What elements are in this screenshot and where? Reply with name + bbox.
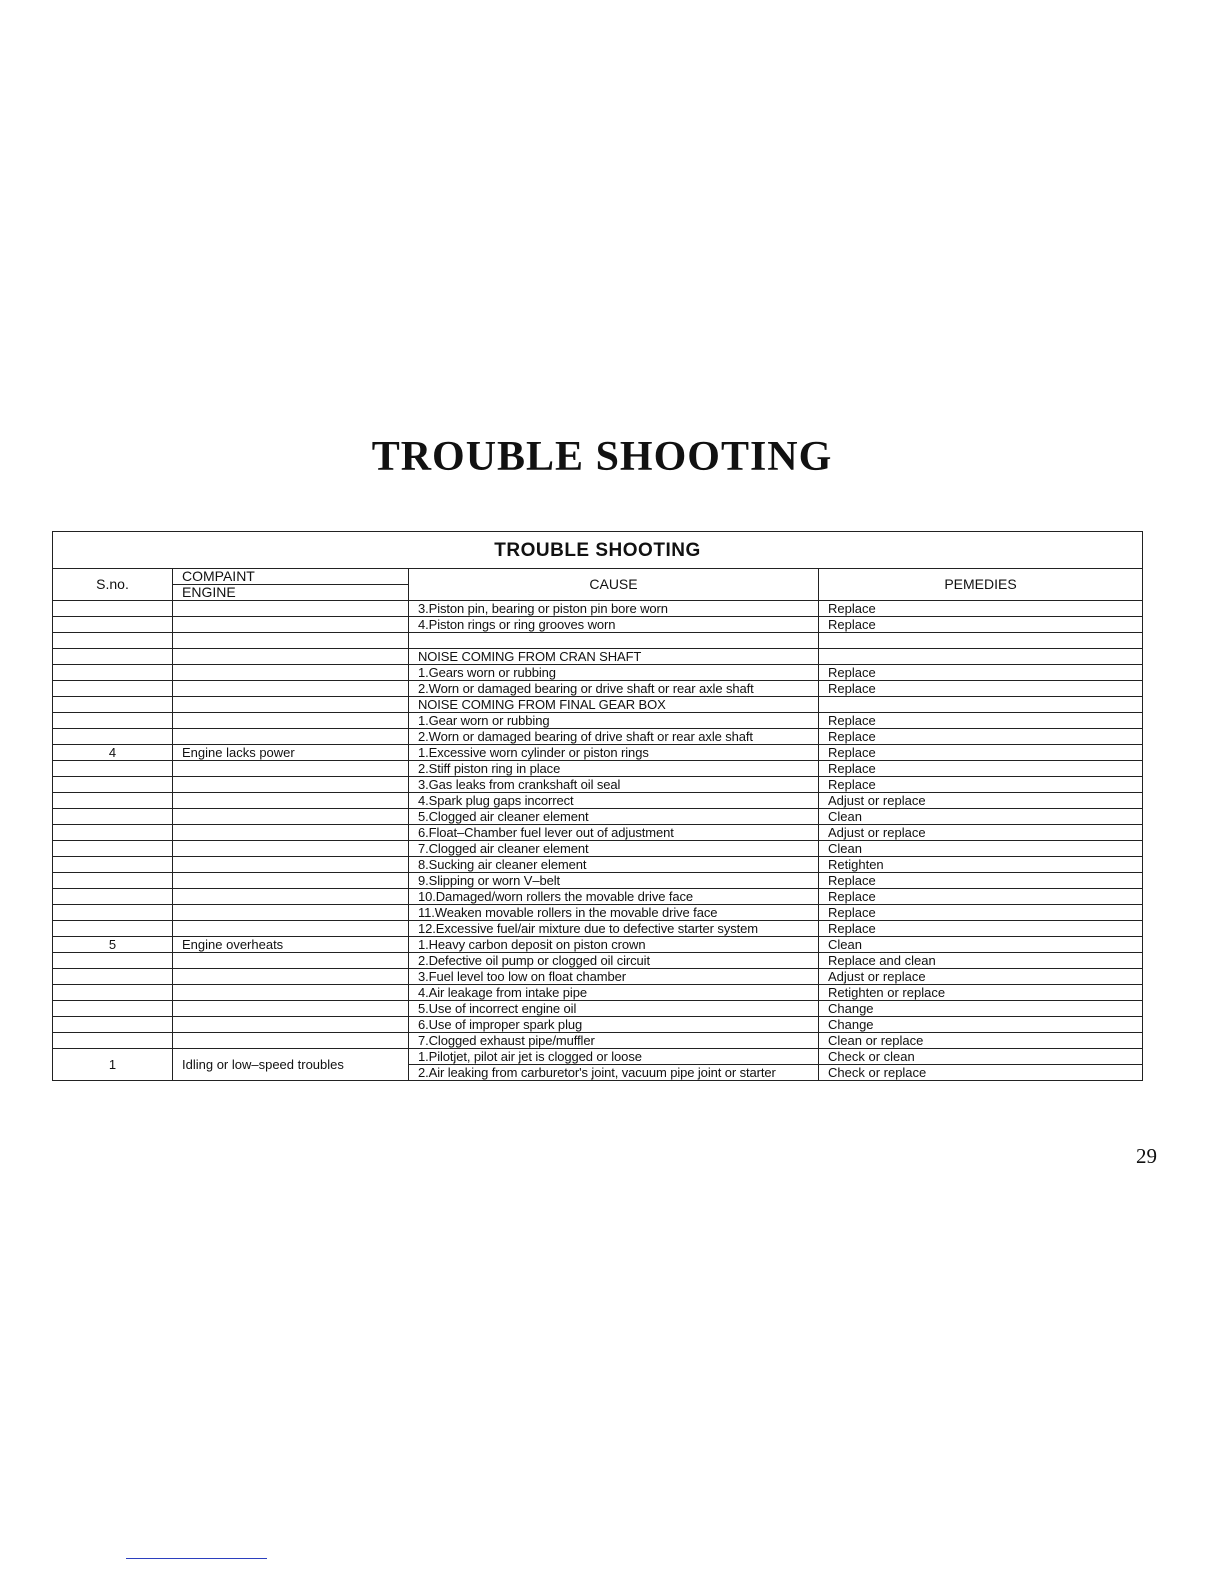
remedy-cell: Replace [819, 889, 1143, 905]
table-row [53, 681, 1143, 697]
cause-cell: 1.Excessive worn cylinder or piston rings [409, 745, 819, 761]
remedy-cell: Change [819, 1001, 1143, 1017]
table-row [53, 969, 1143, 985]
cause-header: CAUSE [409, 569, 819, 601]
cause-cell: 2.Stiff piston ring in place [409, 761, 819, 777]
table-row [53, 937, 1143, 953]
remedy-cell: Replace [819, 905, 1143, 921]
table-row [53, 761, 1143, 777]
sno-cell [53, 633, 173, 649]
complaint-cell [173, 841, 409, 857]
table-row [53, 697, 1143, 713]
cause-cell: NOISE COMING FROM CRAN SHAFT [409, 649, 819, 665]
sno-cell [53, 649, 173, 665]
remedies-header: PEMEDIES [819, 569, 1143, 601]
page-number: 29 [1136, 1144, 1157, 1168]
sno-cell [53, 1001, 173, 1017]
complaint-cell [173, 681, 409, 697]
table-row [53, 665, 1143, 681]
complaint-cell [173, 953, 409, 969]
table-row [53, 1033, 1143, 1049]
sno-cell [53, 777, 173, 793]
remedy-cell: Clean [819, 841, 1143, 857]
table-row [53, 617, 1143, 633]
remedy-cell: Adjust or replace [819, 969, 1143, 985]
complaint-cell: Engine overheats [173, 937, 409, 953]
cause-cell: 12.Excessive fuel/air mixture due to defective starter system [409, 921, 819, 937]
remedy-cell: Replace [819, 681, 1143, 697]
complaint-cell [173, 857, 409, 873]
cause-cell: 2.Worn or damaged bearing or drive shaft or rear axle shaft [409, 681, 819, 697]
sno-cell [53, 601, 173, 617]
remedy-cell: Retighten [819, 857, 1143, 873]
remedy-cell: Replace [819, 665, 1143, 681]
table-row [53, 649, 1143, 665]
remedy-cell: Adjust or replace [819, 793, 1143, 809]
table-row [53, 745, 1143, 761]
cause-cell: 5.Clogged air cleaner element [409, 809, 819, 825]
table-row [53, 601, 1143, 617]
complaint-cell [173, 905, 409, 921]
table-row [53, 873, 1143, 889]
sno-cell [53, 729, 173, 745]
cause-cell: 1.Gear worn or rubbing [409, 713, 819, 729]
remedy-cell: Replace [819, 777, 1143, 793]
complaint-cell [173, 969, 409, 985]
trouble-shooting-table [52, 531, 1143, 1081]
sno-cell [53, 905, 173, 921]
sno-header: S.no. [53, 569, 173, 601]
remedy-cell [819, 697, 1143, 713]
complaint-cell [173, 697, 409, 713]
page-title: TROUBLE SHOOTING [371, 434, 833, 480]
cause-cell: 2.Worn or damaged bearing of drive shaft or rear axle shaft [409, 729, 819, 745]
remedy-cell: Replace [819, 617, 1143, 633]
table-row [53, 905, 1143, 921]
complaint-cell [173, 633, 409, 649]
remedy-cell: Retighten or replace [819, 985, 1143, 1001]
cause-cell: 3.Piston pin, bearing or piston pin bore worn [409, 601, 819, 617]
sno-cell [53, 953, 173, 969]
cause-cell: 5.Use of incorrect engine oil [409, 1001, 819, 1017]
sno-cell [53, 665, 173, 681]
cause-cell: 8.Sucking air cleaner element [409, 857, 819, 873]
complaint-cell [173, 985, 409, 1001]
table-row [53, 793, 1143, 809]
sno-cell [53, 697, 173, 713]
cause-cell: 10.Damaged/worn rollers the movable drive face [409, 889, 819, 905]
table-row [53, 889, 1143, 905]
table-row [53, 1001, 1143, 1017]
remedy-cell: Clean or replace [819, 1033, 1143, 1049]
complaint-cell [173, 601, 409, 617]
complaint-cell [173, 921, 409, 937]
cause-cell: 4.Piston rings or ring grooves worn [409, 617, 819, 633]
remedy-cell: Clean [819, 937, 1143, 953]
remedy-cell: Adjust or replace [819, 825, 1143, 841]
sno-cell [53, 873, 173, 889]
remedy-cell [819, 649, 1143, 665]
table-row [53, 1017, 1143, 1033]
complaint-cell [173, 729, 409, 745]
cause-cell: 4.Air leakage from intake pipe [409, 985, 819, 1001]
remedy-cell: Replace [819, 921, 1143, 937]
table-row [53, 841, 1143, 857]
cause-cell: 1.Gears worn or rubbing [409, 665, 819, 681]
complaint-cell: Engine lacks power [173, 745, 409, 761]
complaint-cell [173, 1001, 409, 1017]
sno-cell [53, 969, 173, 985]
table-row [53, 985, 1143, 1001]
complaint-header: COMPAINT [173, 569, 409, 585]
complaint-cell [173, 873, 409, 889]
cause-cell: 1.Heavy carbon deposit on piston crown [409, 937, 819, 953]
sno-cell [53, 857, 173, 873]
complaint-cell [173, 649, 409, 665]
sno-cell [53, 761, 173, 777]
complaint-cell [173, 889, 409, 905]
complaint-cell [173, 665, 409, 681]
complaint-cell [173, 809, 409, 825]
sno-cell [53, 793, 173, 809]
sno-cell: 1 [53, 1049, 173, 1081]
remedy-cell: Replace [819, 873, 1143, 889]
cause-cell: 11.Weaken movable rollers in the movable drive face [409, 905, 819, 921]
table-row [53, 1049, 1143, 1065]
sno-cell: 5 [53, 937, 173, 953]
table-banner: TROUBLE SHOOTING [53, 532, 1143, 569]
sno-cell [53, 889, 173, 905]
sno-cell [53, 985, 173, 1001]
cause-cell: 3.Gas leaks from crankshaft oil seal [409, 777, 819, 793]
sno-cell [53, 809, 173, 825]
sno-cell [53, 617, 173, 633]
cause-cell: NOISE COMING FROM FINAL GEAR BOX [409, 697, 819, 713]
cause-cell: 1.Pilotjet, pilot air jet is clogged or loose [409, 1049, 819, 1065]
table-row [53, 809, 1143, 825]
cause-cell: 9.Slipping or worn V–belt [409, 873, 819, 889]
sno-cell [53, 1033, 173, 1049]
remedy-cell: Replace [819, 729, 1143, 745]
remedy-cell [819, 633, 1143, 649]
table-row [53, 857, 1143, 873]
complaint-cell [173, 713, 409, 729]
complaint-cell [173, 1017, 409, 1033]
remedy-cell: Check or replace [819, 1065, 1143, 1081]
cause-cell: 7.Clogged air cleaner element [409, 841, 819, 857]
cause-cell: 7.Clogged exhaust pipe/muffler [409, 1033, 819, 1049]
table-row [53, 713, 1143, 729]
table-row [53, 633, 1143, 649]
complaint-cell: Idling or low–speed troubles [173, 1049, 409, 1081]
sno-cell: 4 [53, 745, 173, 761]
sno-cell [53, 681, 173, 697]
complaint-cell [173, 761, 409, 777]
complaint-subheader: ENGINE [173, 585, 409, 601]
remedy-cell: Replace and clean [819, 953, 1143, 969]
sno-cell [53, 713, 173, 729]
sno-cell [53, 1017, 173, 1033]
cause-cell: 2.Defective oil pump or clogged oil circuit [409, 953, 819, 969]
sno-cell [53, 921, 173, 937]
complaint-cell [173, 777, 409, 793]
complaint-cell [173, 825, 409, 841]
sno-cell [53, 825, 173, 841]
remedy-cell: Check or clean [819, 1049, 1143, 1065]
remedy-cell: Replace [819, 601, 1143, 617]
table-row [53, 729, 1143, 745]
table-row [53, 777, 1143, 793]
footer-rule [126, 1558, 267, 1559]
table-row [53, 921, 1143, 937]
remedy-cell: Replace [819, 713, 1143, 729]
table-row [53, 825, 1143, 841]
remedy-cell: Replace [819, 761, 1143, 777]
table-row [53, 953, 1143, 969]
cause-cell: 6.Use of improper spark plug [409, 1017, 819, 1033]
cause-cell [409, 633, 819, 649]
cause-cell: 3.Fuel level too low on float chamber [409, 969, 819, 985]
remedy-cell: Replace [819, 745, 1143, 761]
remedy-cell: Change [819, 1017, 1143, 1033]
table-body [53, 601, 1143, 1081]
cause-cell: 4.Spark plug gaps incorrect [409, 793, 819, 809]
sno-cell [53, 841, 173, 857]
remedy-cell: Clean [819, 809, 1143, 825]
complaint-cell [173, 1033, 409, 1049]
complaint-cell [173, 793, 409, 809]
cause-cell: 6.Float–Chamber fuel lever out of adjustment [409, 825, 819, 841]
complaint-cell [173, 617, 409, 633]
cause-cell: 2.Air leaking from carburetor's joint, vacuum pipe joint or starter [409, 1065, 819, 1081]
